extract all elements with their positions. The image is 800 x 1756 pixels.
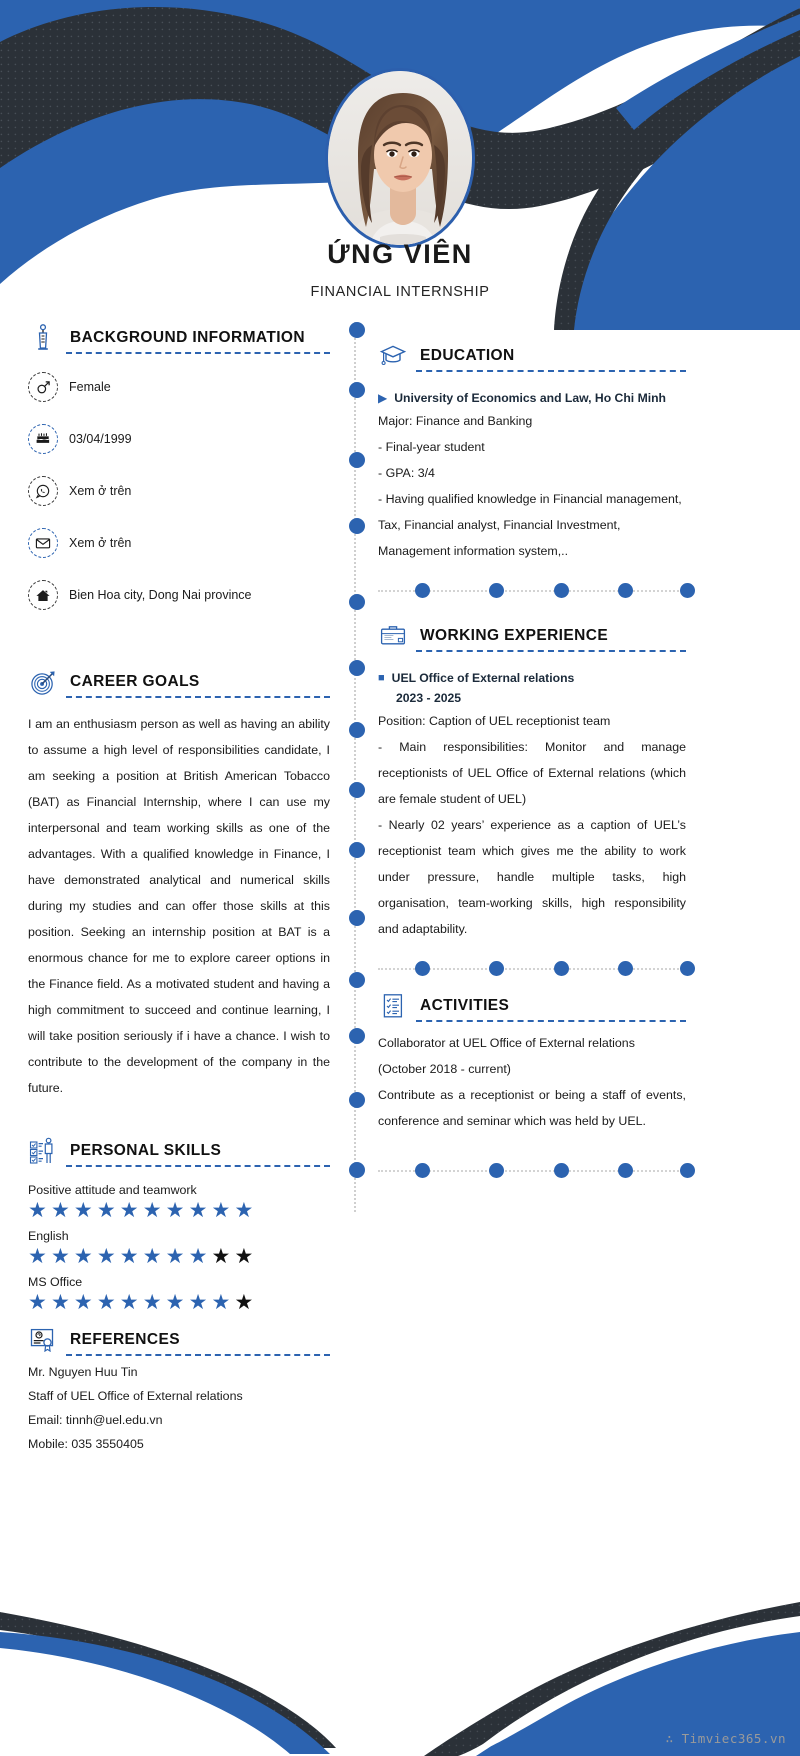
contact-value: 03/04/1999 bbox=[69, 432, 132, 446]
section-title: EDUCATION bbox=[420, 347, 515, 364]
list-item bbox=[28, 424, 330, 454]
section-rule bbox=[66, 1165, 330, 1167]
experience-bullet: - Nearly 02 years’ experience as a caption of UEL’s receptionist team which gives me the ability to work under pressure, handle multiple tasks, high organisation, team-working skills, high responsibility and adaptability. bbox=[378, 818, 686, 936]
skills-list bbox=[28, 1183, 330, 1316]
list-item bbox=[28, 476, 330, 506]
section-activities bbox=[378, 990, 686, 1022]
gender-icon bbox=[28, 372, 58, 402]
references-list bbox=[28, 1360, 330, 1456]
section-rule bbox=[66, 1354, 330, 1356]
right-column bbox=[378, 322, 686, 1192]
section-rule bbox=[66, 352, 330, 354]
section-background-information bbox=[28, 322, 330, 354]
section-career-goals bbox=[28, 666, 330, 698]
activities-line: Collaborator at UEL Office of External relations (October 2018 - current) bbox=[378, 1036, 635, 1076]
page-title: ỨNG VIÊN bbox=[327, 239, 473, 269]
experience-period: 2023 - 2025 bbox=[396, 691, 462, 705]
section-education bbox=[378, 340, 686, 372]
contact-value: Xem ở trên bbox=[69, 536, 132, 550]
section-rule bbox=[66, 696, 330, 698]
section-title: REFERENCES bbox=[70, 1331, 180, 1348]
reference-line: Mr. Nguyen Huu Tin bbox=[28, 1365, 138, 1379]
avatar-image bbox=[328, 71, 472, 245]
contact-list bbox=[28, 372, 330, 610]
list-item bbox=[28, 580, 330, 610]
section-divider bbox=[378, 1160, 686, 1182]
career-goals-text: I am an enthusiasm person as well as having an ability to assume a high level of responsibilities candidate, I am seeking a position at British American Tobacco (BAT) as Financial Internship, where I can use my interpersonal and team working skills as one of the advantages. With a qualified knowledge in Finance, I have demonstrated analytical and numerical skills during my studies and can offer those skills at this position. Seeking an internship position at BAT is a enormous chance for me to explore career options in the Finance field. As a motivated student and having a high commitment to succeed and continue learning, I will take position seriously if i have a chance. I wish to contribute to the development of the company in the future. bbox=[28, 717, 330, 1095]
education-line: - Final-year student bbox=[378, 440, 485, 454]
skill-label: Positive attitude and teamwork bbox=[28, 1183, 197, 1197]
briefcase-icon bbox=[378, 620, 408, 652]
experience-company: UEL Office of External relations bbox=[391, 671, 575, 685]
education-line: Major: Finance and Banking bbox=[378, 414, 533, 428]
section-working-experience bbox=[378, 620, 686, 652]
skill-row bbox=[28, 1275, 330, 1316]
person-info-icon bbox=[28, 322, 58, 354]
list-item bbox=[28, 372, 330, 402]
section-personal-skills bbox=[28, 1135, 330, 1167]
skill-row bbox=[28, 1183, 330, 1224]
contact-value: Bien Hoa city, Dong Nai province bbox=[69, 588, 252, 602]
reference-line: Staff of UEL Office of External relations bbox=[28, 1389, 243, 1403]
section-divider bbox=[378, 580, 686, 602]
skill-rating: ★★★★★★★★★★ bbox=[28, 1199, 258, 1222]
list-item bbox=[28, 528, 330, 558]
reference-line: Email: tinnh@uel.edu.vn bbox=[28, 1413, 163, 1427]
section-title: CAREER GOALS bbox=[70, 673, 200, 690]
triangle-bullet-icon: ▶ bbox=[378, 391, 388, 405]
graduation-cap-icon bbox=[378, 340, 408, 372]
skill-rating: ★★★★★★★★★★ bbox=[28, 1291, 258, 1314]
skill-label: MS Office bbox=[28, 1275, 83, 1289]
section-title: PERSONAL SKILLS bbox=[70, 1142, 222, 1159]
vertical-timeline bbox=[354, 322, 357, 1212]
skill-row bbox=[28, 1229, 330, 1270]
reference-line: Mobile: 035 3550405 bbox=[28, 1437, 144, 1451]
watermark: ∴ Timviec365.vn bbox=[665, 1731, 786, 1746]
experience-bullet: - Main responsibilities: Monitor and manage receptionists of UEL Office of External relations (which are female student of UEL) bbox=[378, 740, 686, 806]
section-title: WORKING EXPERIENCE bbox=[420, 627, 609, 644]
cv-body bbox=[0, 322, 800, 1662]
section-references bbox=[28, 1324, 330, 1356]
contact-value: Xem ở trên bbox=[69, 484, 132, 498]
section-divider bbox=[378, 958, 686, 980]
checklist-icon bbox=[378, 990, 408, 1022]
section-title: BACKGROUND INFORMATION bbox=[70, 329, 305, 346]
skill-rating: ★★★★★★★★★★ bbox=[28, 1245, 258, 1268]
skills-checklist-icon bbox=[28, 1135, 58, 1167]
bottom-decoration bbox=[0, 1576, 800, 1756]
education-school: University of Economics and Law, Ho Chi Minh bbox=[394, 391, 667, 405]
certificate-icon bbox=[28, 1324, 58, 1356]
birthday-cake-icon bbox=[28, 424, 58, 454]
section-rule bbox=[416, 1020, 686, 1022]
activities-line: Contribute as a receptionist or being a staff of events, conference and seminar which was held by UEL. bbox=[378, 1088, 686, 1128]
left-column bbox=[28, 322, 330, 1456]
section-title: ACTIVITIES bbox=[420, 997, 510, 1014]
experience-company-row bbox=[378, 668, 686, 688]
education-line: - Having qualified knowledge in Financial management, Tax, Financial analyst, Financial Investment, Management information system,.. bbox=[378, 492, 682, 558]
skill-label: English bbox=[28, 1229, 69, 1243]
phone-icon bbox=[28, 476, 58, 506]
square-bullet-icon: ■ bbox=[378, 672, 385, 684]
section-rule bbox=[416, 650, 686, 652]
home-icon bbox=[28, 580, 58, 610]
experience-position: Position: Caption of UEL receptionist team bbox=[378, 714, 611, 728]
target-icon bbox=[28, 666, 58, 698]
section-rule bbox=[416, 370, 686, 372]
contact-value: Female bbox=[69, 380, 111, 394]
avatar bbox=[325, 68, 475, 248]
education-line: - GPA: 3/4 bbox=[378, 466, 435, 480]
page-subtitle: FINANCIAL INTERNSHIP bbox=[310, 284, 490, 300]
email-icon bbox=[28, 528, 58, 558]
education-school-row bbox=[378, 388, 686, 408]
